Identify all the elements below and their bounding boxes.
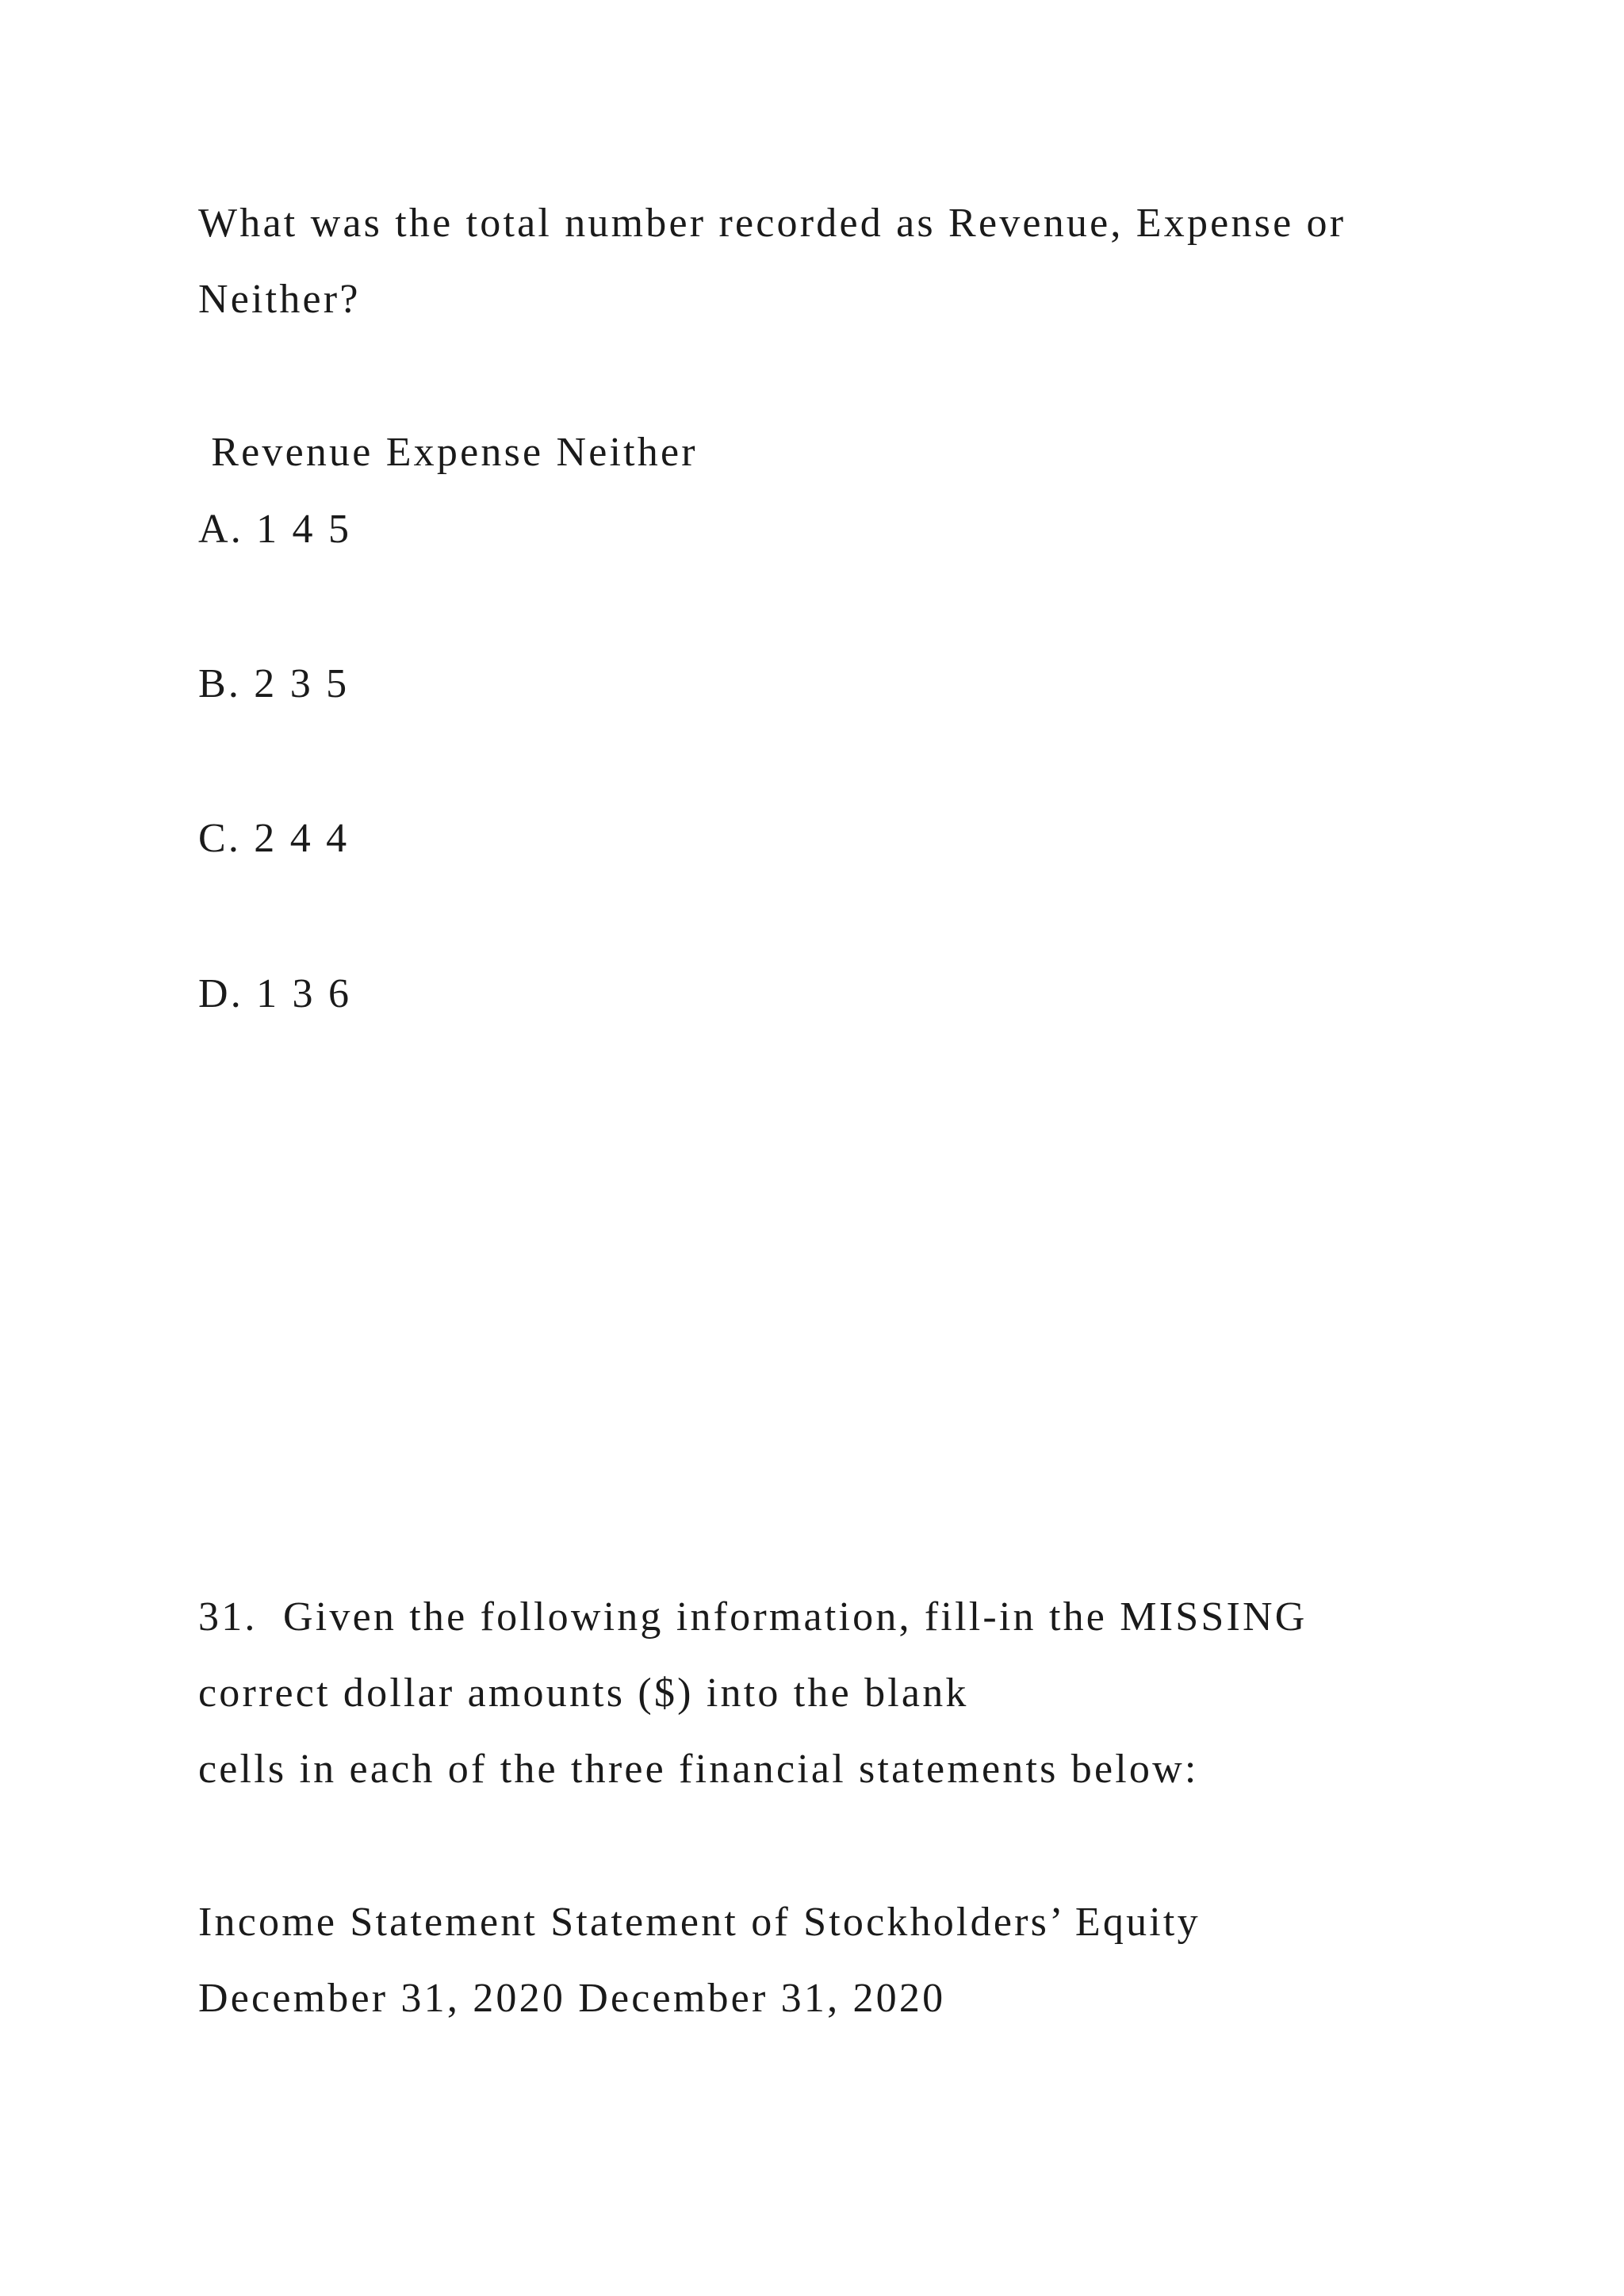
answer-option-b [198,661,350,706]
option-label: A. [198,507,243,552]
option-values: 2 3 5 [254,661,350,706]
statements-heading: Income Statement Statement of Stockholders’ Equity [198,1900,1201,1945]
option-values: 1 3 6 [256,971,352,1016]
question-30-prompt-line-1: What was the total number recorded as Revenue, Expense or [198,201,1346,246]
option-label: C. [198,816,242,861]
question-31-line-3: cells in each of the three financial statements below: [198,1747,1199,1792]
question-30-prompt-line-2: Neither? [198,277,361,322]
option-label: B. [198,661,242,706]
option-values: 2 4 4 [254,816,350,861]
option-values: 1 4 5 [256,507,352,552]
question-31-line-1: 31. Given the following information, fill-in the MISSING [198,1594,1308,1640]
answer-column-headers: Revenue Expense Neither [198,430,698,475]
answer-option-a [198,509,351,550]
question-31-line-2: correct dollar amounts ($) into the blank [198,1670,969,1716]
option-label: D. [198,971,243,1016]
answer-option-c [198,818,349,859]
statements-dates: December 31, 2020 December 31, 2020 [198,1976,946,2021]
answer-option-d [198,971,352,1016]
